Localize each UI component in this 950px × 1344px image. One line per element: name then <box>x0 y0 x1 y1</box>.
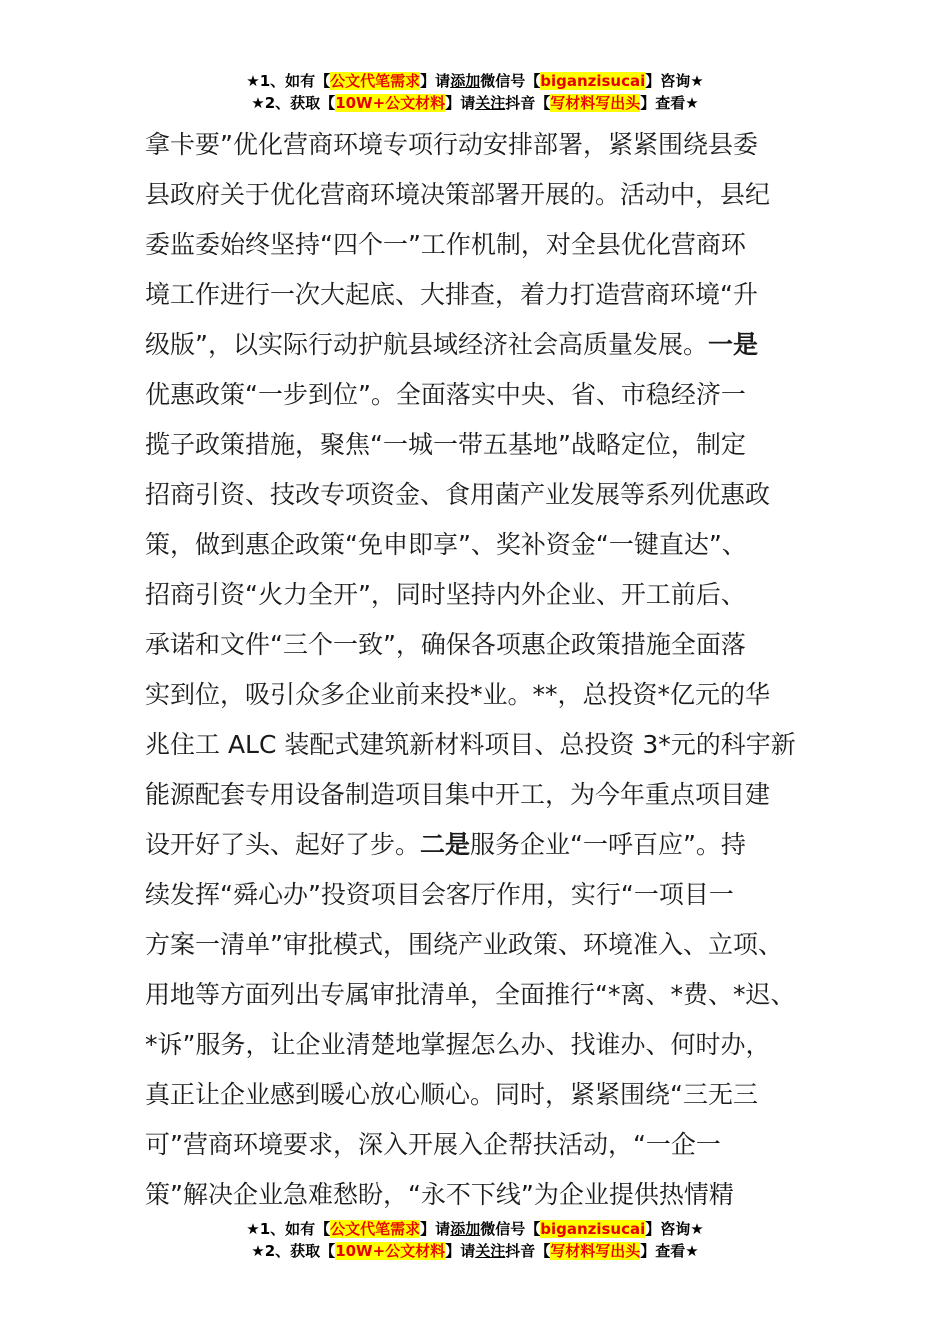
text-line <box>145 320 815 370</box>
line-text: 境工作进行一次大起底、大排查，着力打造营商环境“升 <box>145 280 758 309</box>
text-line <box>145 920 815 970</box>
banner-line-2 <box>0 1240 950 1262</box>
text-line <box>145 970 815 1020</box>
document-body <box>145 120 815 1220</box>
footer-banner <box>0 1218 950 1262</box>
line-text: 级版”，以实际行动护航县域经济社会高质量发展。 <box>145 330 708 359</box>
douyin-account-highlight: 写材料写出头 <box>550 94 641 112</box>
douyin-account-highlight: 写材料写出头 <box>550 1242 641 1260</box>
banner-text: 】咨询★ <box>645 72 704 90</box>
text-line <box>145 770 815 820</box>
text-line <box>145 520 815 570</box>
highlight-text: 10W+公文材料 <box>335 94 446 112</box>
line-text: 可”营商环境要求，深入开展入企帮扶活动，“一企一 <box>145 1130 721 1159</box>
line-text: 能源配套专用设备制造项目集中开工，为今年重点项目建 <box>145 780 771 809</box>
text-line <box>145 720 815 770</box>
line-text: 服务企业“一呼百应”。持 <box>470 830 746 859</box>
banner-text: 】请 <box>420 72 451 90</box>
text-line <box>145 1170 815 1220</box>
banner-text: ★1、如有【 <box>246 1220 331 1238</box>
line-text: 实到位，吸引众多企业前来投*业。**，总投资*亿元的华 <box>145 680 771 709</box>
line-text: 县政府关于优化营商环境决策部署开展的。活动中，县纪 <box>145 180 771 209</box>
text-line <box>145 570 815 620</box>
text-line <box>145 220 815 270</box>
line-text: 兆住工 ALC 装配式建筑新材料项目、总投资 3*元的科宇新 <box>145 730 796 759</box>
text-line <box>145 620 815 670</box>
banner-line-1 <box>0 70 950 92</box>
underlined-text: 添加 <box>450 1220 481 1238</box>
banner-text: 】查看★ <box>640 1242 699 1260</box>
underlined-text: 关注 <box>475 1242 506 1260</box>
line-text: 设开好了头、起好了步。 <box>145 830 421 859</box>
text-line <box>145 820 815 870</box>
line-text: 揽子政策措施，聚焦“一城一带五基地”战略定位，制定 <box>145 430 746 459</box>
text-line <box>145 270 815 320</box>
text-line <box>145 370 815 420</box>
line-text: 续发挥“舜心办”投资项目会客厅作用，实行“一项目一 <box>145 880 734 909</box>
line-text: 承诺和文件“三个一致”，确保各项惠企政策措施全面落 <box>145 630 746 659</box>
banner-text: 】查看★ <box>640 94 699 112</box>
line-text: 拿卡要”优化营商环境专项行动安排部署，紧紧围绕县委 <box>145 130 758 159</box>
line-text: 委监委始终坚持“四个一”工作机制，对全县优化营商环 <box>145 230 746 259</box>
text-line <box>145 1020 815 1070</box>
highlight-text: 10W+公文材料 <box>335 1242 446 1260</box>
banner-text: 微信号【 <box>480 1220 541 1238</box>
header-banner <box>0 70 950 114</box>
line-text: 招商引资“火力全开”，同时坚持内外企业、开工前后、 <box>145 580 746 609</box>
banner-text: 】请 <box>445 94 476 112</box>
text-line <box>145 870 815 920</box>
banner-text: 】请 <box>420 1220 451 1238</box>
line-text: 方案一清单”审批模式，围绕产业政策、环境准入、立项、 <box>145 930 783 959</box>
banner-text: 抖音【 <box>505 1242 551 1260</box>
line-text: 用地等方面列出专属审批清单，全面推行“*离、*费、*迟、 <box>145 980 796 1009</box>
line-text: 真正让企业感到暖心放心顺心。同时，紧紧围绕“三无三 <box>145 1080 758 1109</box>
highlight-text: 公文代笔需求 <box>330 1220 421 1238</box>
bold-marker: 二是 <box>420 830 471 859</box>
line-text: *诉”服务，让企业清楚地掌握怎么办、找谁办、何时办， <box>145 1030 771 1059</box>
banner-text: ★1、如有【 <box>246 72 331 90</box>
wechat-id-highlight: biganzisucai <box>540 1220 646 1238</box>
text-line <box>145 1120 815 1170</box>
text-line <box>145 470 815 520</box>
highlight-text: 公文代笔需求 <box>330 72 421 90</box>
banner-line-2 <box>0 92 950 114</box>
text-line <box>145 120 815 170</box>
text-line <box>145 670 815 720</box>
line-text: 优惠政策“一步到位”。全面落实中央、省、市稳经济一 <box>145 380 746 409</box>
line-text: 招商引资、技改专项资金、食用菌产业发展等系列优惠政 <box>145 480 771 509</box>
banner-text: 微信号【 <box>480 72 541 90</box>
text-line <box>145 170 815 220</box>
wechat-id-highlight: biganzisucai <box>540 72 646 90</box>
banner-text: ★2、获取【 <box>251 1242 336 1260</box>
text-line <box>145 1070 815 1120</box>
underlined-text: 添加 <box>450 72 481 90</box>
banner-line-1 <box>0 1218 950 1240</box>
line-text: 策，做到惠企政策“免申即享”、奖补资金“一键直达”、 <box>145 530 747 559</box>
banner-text: 】请 <box>445 1242 476 1260</box>
banner-text: ★2、获取【 <box>251 94 336 112</box>
bold-marker: 一是 <box>707 330 758 359</box>
banner-text: 抖音【 <box>505 94 551 112</box>
underlined-text: 关注 <box>475 94 506 112</box>
line-text: 策”解决企业急难愁盼，“永不下线”为企业提供热情精 <box>145 1180 734 1209</box>
banner-text: 】咨询★ <box>645 1220 704 1238</box>
text-line <box>145 420 815 470</box>
